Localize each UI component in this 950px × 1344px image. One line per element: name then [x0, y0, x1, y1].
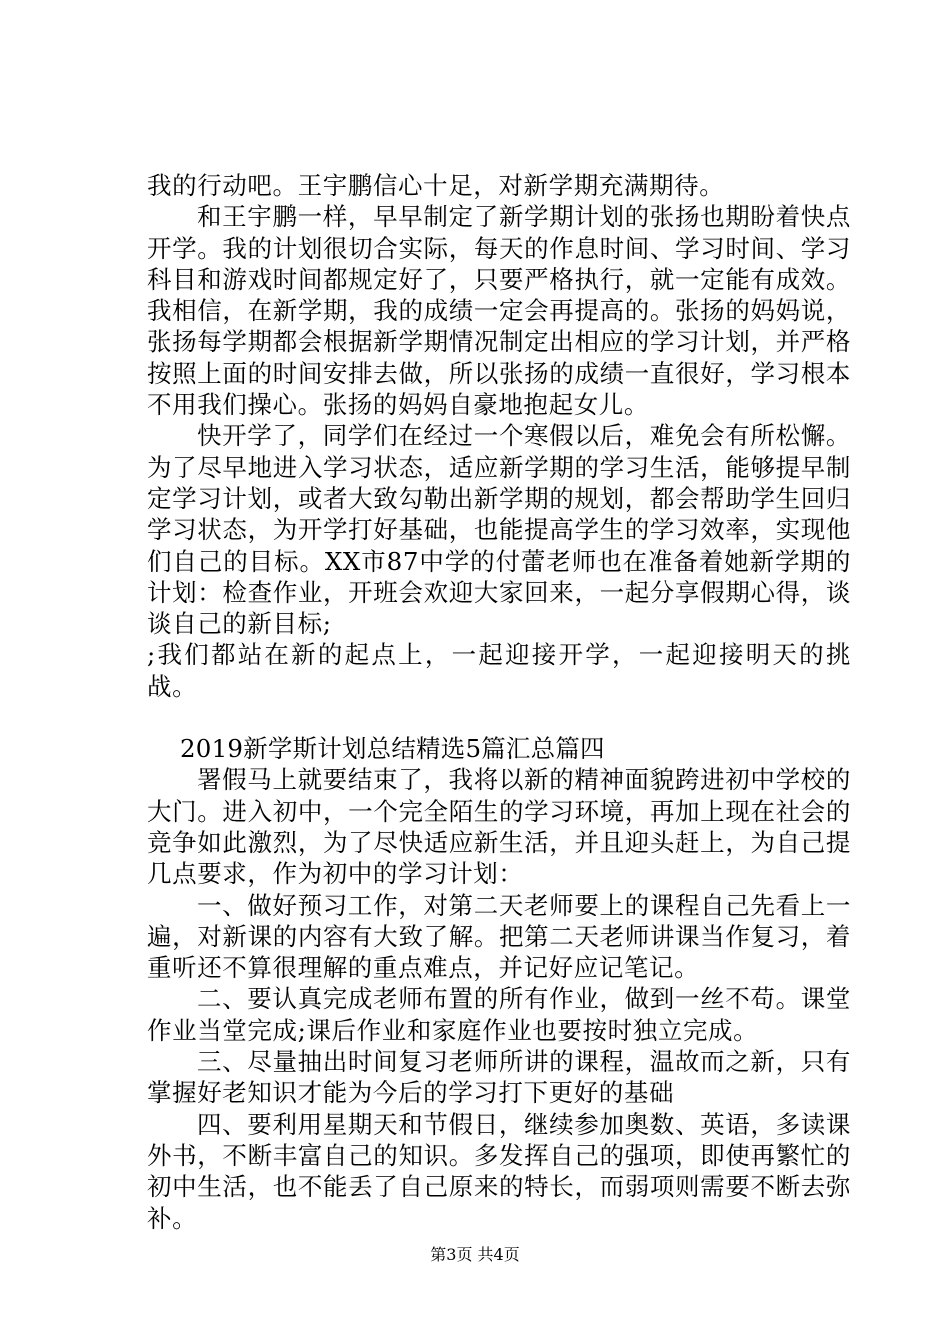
paragraph-teacher-plan: 快开学了，同学们在经过一个寒假以后，难免会有所松懈。为了尽早地进入学习状态，适应新学期的学习生活，能够提早制定学习计划，或者大致勾勒出新学期的规划，都会帮助学生回归学习状态，为开学打好基础，也能提高学生的学习效率，实现他们自己的目标。XX市87中学的付蕾老师也在准备着她新学期的计划：检查作业，开班会欢迎大家回来，一起分享假期心得，谈谈自己的新目标;	[147, 421, 851, 639]
paragraph-item-4: 四、要利用星期天和节假日，继续参加奥数、英语，多读课外书，不断丰富自己的知识。多发挥自己的强项，即使再繁忙的初中生活，也不能丢了自己原来的特长，而弱项则需要不断去弥补。	[147, 1109, 851, 1233]
page-number: 第3页 共4页	[430, 1245, 520, 1264]
paragraph-zhangyang: 和王宇鹏一样，早早制定了新学期计划的张扬也期盼着快点开学。我的计划很切合实际，每天的作息时间、学习时间、学习科目和游戏时间都规定好了，只要严格执行，就一定能有成效。我相信，在新学期，我的成绩一定会再提高的。张扬的妈妈说，张扬每学期都会根据新学期情况制定出相应的学习计划，并严格按照上面的时间安排去做，所以张扬的成绩一直很好，学习根本不用我们操心。张扬的妈妈自豪地抱起女儿。	[147, 202, 851, 420]
document-body	[147, 170, 851, 1234]
section-heading: 2019新学斯计划总结精选5篇汇总篇四	[180, 734, 605, 764]
paragraph-item-2: 二、要认真完成老师布置的所有作业，做到一丝不苟。课堂作业当堂完成;课后作业和家庭作业也要按时独立完成。	[147, 984, 851, 1045]
paragraph-gap	[147, 702, 851, 733]
paragraph-new-start: ;我们都站在新的起点上，一起迎接开学，一起迎接明天的挑战。	[147, 640, 851, 701]
paragraph-item-3: 三、尽量抽出时间复习老师所讲的课程，温故而之新，只有掌握好老知识才能为今后的学习打下更好的基础	[147, 1047, 851, 1108]
paragraph-continuation: 我的行动吧。王宇鹏信心十足，对新学期充满期待。	[147, 171, 725, 200]
paragraph-item-1: 一、做好预习工作，对第二天老师要上的课程自己先看上一遍，对新课的内容有大致了解。把第二天老师讲课当作复习，着重听还不算很理解的重点难点，并记好应记笔记。	[147, 890, 851, 983]
paragraph-intro: 署假马上就要结束了，我将以新的精神面貌跨进初中学校的大门。进入初中，一个完全陌生的学习环境，再加上现在社会的竞争如此激烈，为了尽快适应新生活，并且迎头赶上，为自己提几点要求，作为初中的学习计划：	[147, 765, 851, 889]
